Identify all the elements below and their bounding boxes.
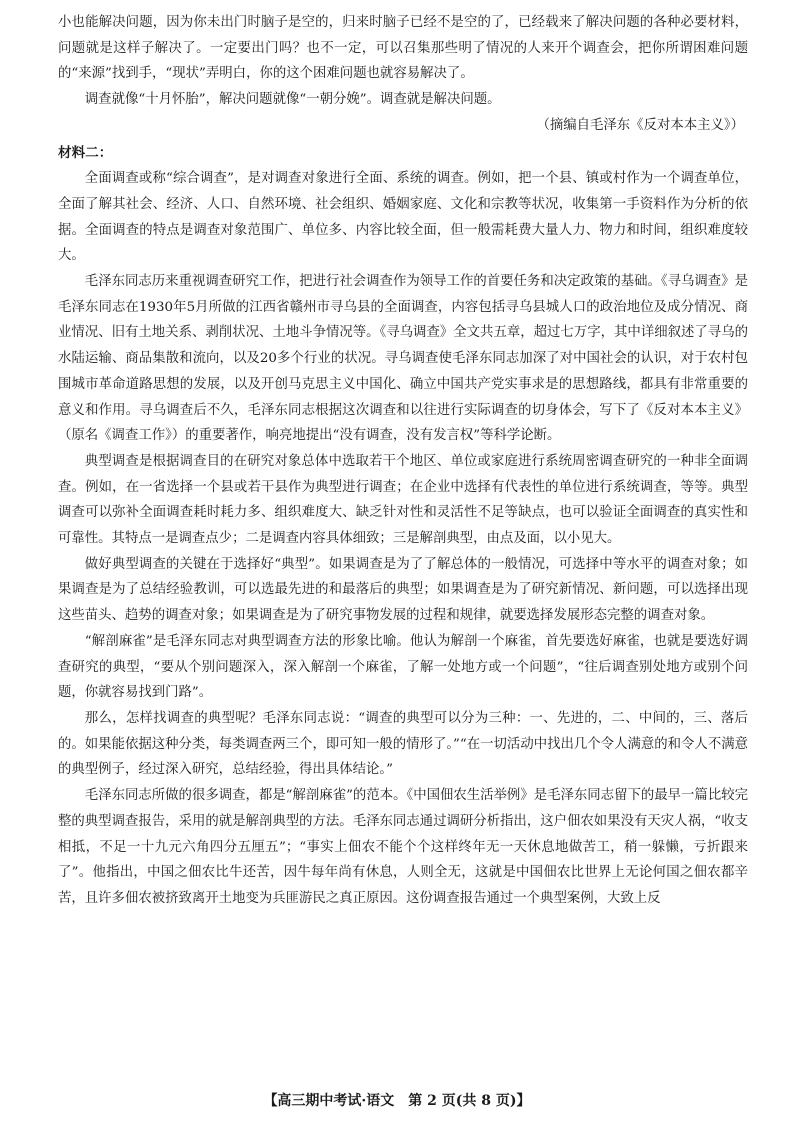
material-one-metaphor-paragraph: 调查就像“十月怀胎”，解决问题就像“一朝分娩”。调查就是解决问题。	[84, 92, 501, 108]
material-two-paragraph-three-types: 那么，怎样找调查的典型呢？毛泽东同志说：“调查的典型可以分为三种：一、先进的，二、中间的，三、落后的。如果能依据这种分类，每类调查两三个，即可知一般的情形了。”“在一切活动中找出几个令人满意的和令人不满意的典型例子，经过深入研究，总结经验，得出具体结论。”	[58, 710, 748, 778]
material-one-continuation-paragraph: 小也能解决问题，因为你未出门时脑子是空的，归来时脑子已经不是空的了，已经载来了解决问题的各种必要材料，问题就是这样子解决了。一定要出门吗？也不一定，可以召集那些明了情况的人来开个调查会，把你所谓困难问题的“来源”找到手，“现状”弄明白，你的这个困难问题也就容易解决了。	[58, 15, 748, 82]
page-footer: 【高三期中考试·语文 第 2 页(共 8 页)】	[263, 1093, 531, 1109]
material-two-heading: 材料二：	[58, 144, 113, 161]
material-two-paragraph-xunwu-survey: 毛泽东同志历来重视调查研究工作，把进行社会调查作为领导工作的首要任务和决定政策的基础。《寻乌调查》是毛泽东同志在1930年5月所做的江西省赣州市寻乌县的全面调查，内容包括寻乌县城人口的政治地位及成分情况、商业情况、旧有土地关系、剥削状况、土地斗争情况等。《寻乌调查》全文共五章，超过七万字，其中详细叙述了寻乌的水陆运输、商品集散和流向，以及20多个行业的状况。寻乌调查使毛泽东同志加深了对中国社会的认识，对于农村包围城市革命道路思想的发展，以及开创马克思主义中国化、确立中国共产党实事求是的思想路线，都具有非常重要的意义和作用。寻乌调查后不久，毛泽东同志根据这次调查和以往进行实际调查的切身体会，写下了《反对本本主义》（原名《调查工作》）的重要著作，响亮地提出“没有调查，没有发言权”等科学论断。	[58, 274, 748, 444]
material-two-paragraph-comprehensive-survey: 全面调查或称“综合调查”，是对调查对象进行全面、系统的调查。例如，把一个县、镇或村作为一个调查单位，全面了解其社会、经济、人口、自然环境、社会组织、婚姻家庭、文化和宗教等状况，收集第一手资料作为分析的依据。全面调查的特点是调查对象范围广、单位多、内容比较全面，但一般需耗费大量人力、物力和时间，组织难度较大。	[58, 171, 748, 264]
material-one-source-citation: （摘编自毛泽东《反对本本主义》）	[536, 117, 744, 133]
material-two-paragraph-choosing-typical: 做好典型调查的关键在于选择好“典型”。如果调查是为了了解总体的一般情况，可选择中等水平的调查对象；如果调查是为了总结经验教训，可以选最先进的和最落后的典型；如果调查是为了研究新情况、新问题，可以选择出现这些苗头、趋势的调查对象；如果调查是为了研究事物发展的过程和规律，就要选择发展形态完整的调查对象。	[58, 556, 748, 624]
document-page	[58, 10, 748, 912]
material-two-paragraph-typical-survey: 典型调查是根据调查目的在研究对象总体中选取若干个地区、单位或家庭进行系统周密调查研究的一种非全面调查。例如，在一省选择一个县或若干县作为典型进行调查；在企业中选择有代表性的单位进行系统调查，等等。典型调查可以弥补全面调查耗时耗力多、组织难度大、缺乏针对性和灵活性不足等缺点，也可以验证全面调查的真实性和可靠性。其特点一是调查点少；二是调查内容具体细致；三是解剖典型，由点及面，以小见大。	[58, 453, 748, 547]
material-two-paragraph-tenant-farmer-report: 毛泽东同志所做的很多调查，都是“解剖麻雀”的范本。《中国佃农生活举例》是毛泽东同志留下的最早一篇比较完整的典型调查报告，采用的就是解剖典型的方法。毛泽东同志通过调研分析指出，这户佃农如果没有天灾人祸，“收支相抵，不足一十九元六角四分五厘五”；“事实上佃农不能个个这样终年无一天休息地做苦工，稍一躲懒，亏折跟来了”。他指出，中国之佃农比牛还苦，因牛每年尚有休息，人则全无，这就是中国佃农比世界上无论何国之佃农都辛苦，且许多佃农被挤致离开土地变为兵匪游民之真正原因。这份调查报告通过一个典型案例，大致上反	[58, 788, 748, 906]
material-two-paragraph-dissect-sparrow: “解剖麻雀”是毛泽东同志对典型调查方法的形象比喻。他认为解剖一个麻雀，首先要选好麻雀，也就是要选好调查研究的典型，“要从个别问题深入，深入解剖一个麻雀，了解一处地方或一个问题”，“往后调查别处地方或别个问题，你就容易找到门路”。	[58, 633, 748, 701]
